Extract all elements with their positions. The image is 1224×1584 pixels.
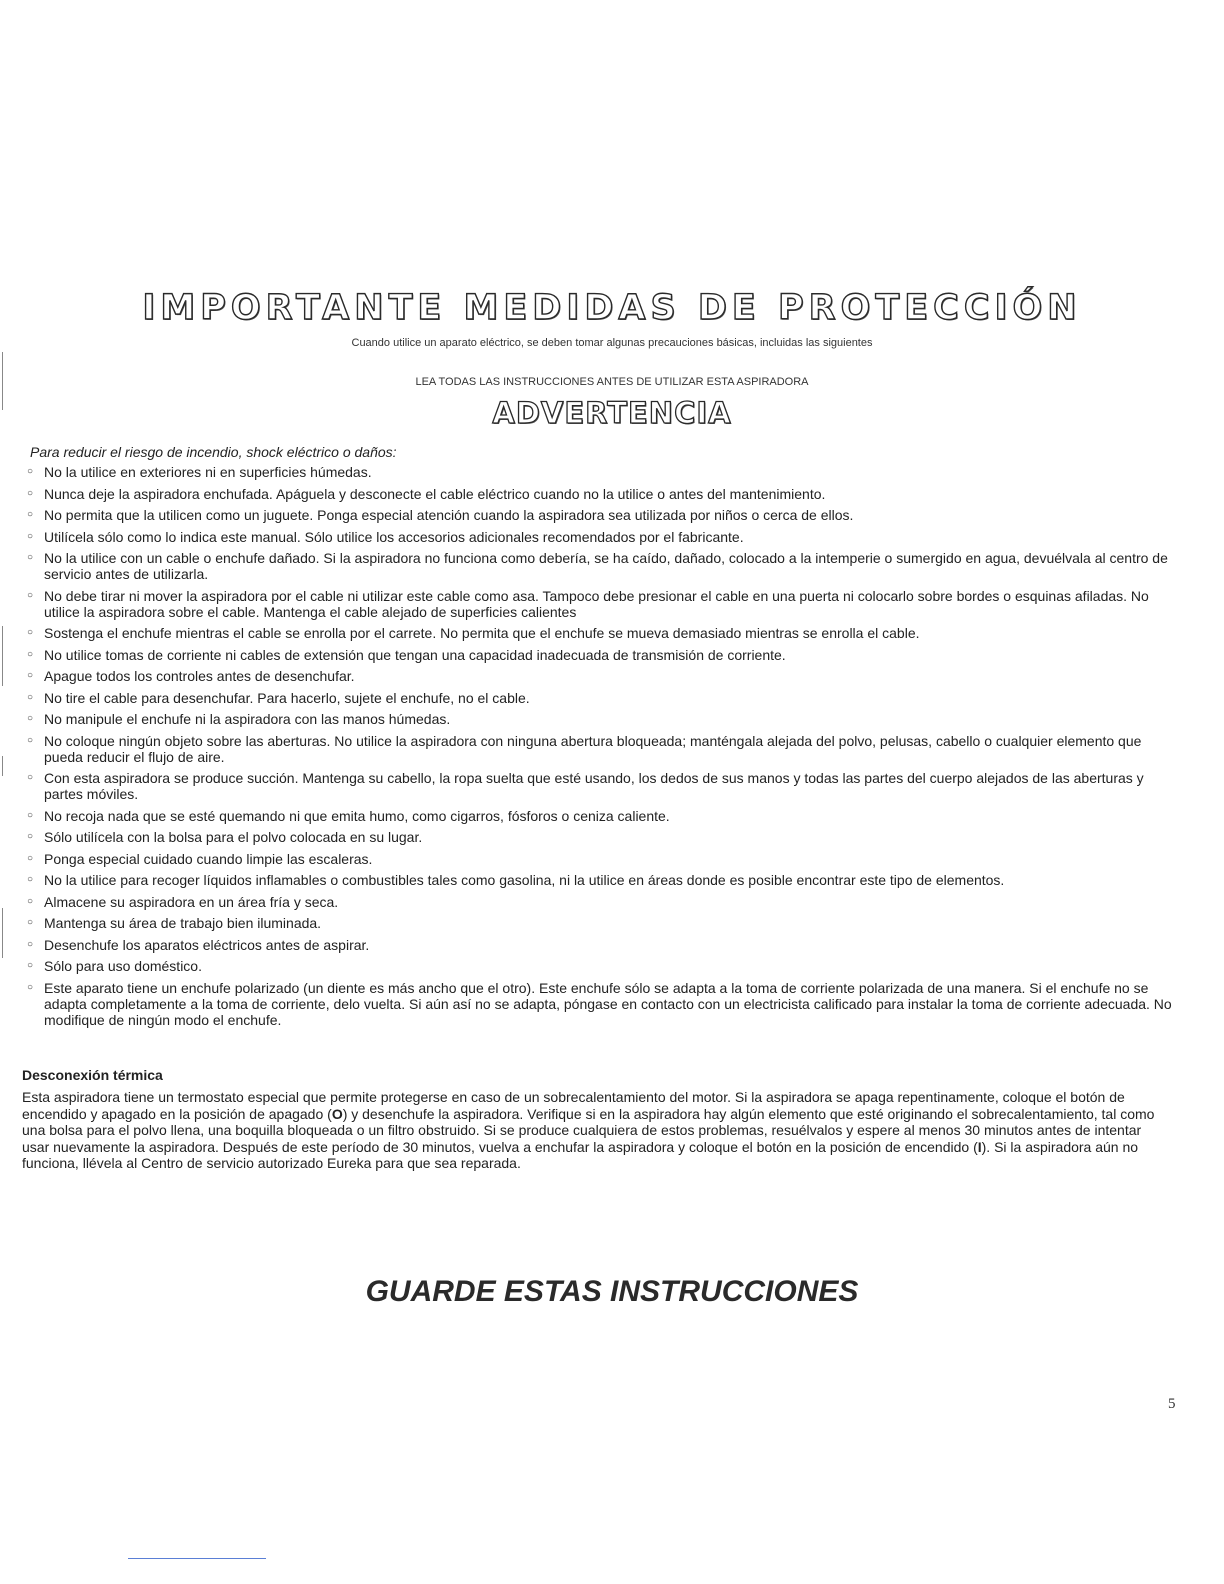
list-item-text: No manipule el enchufe ni la aspiradora con las manos húmedas. bbox=[44, 711, 451, 727]
list-item bbox=[24, 937, 1174, 953]
warning-heading: ADVERTENCIA bbox=[492, 396, 732, 430]
list-item-text: No la utilice para recoger líquidos inflamables o combustibles tales como gasolina, ni la utilice en áreas donde es posible encontrar este tipo de elementos. bbox=[44, 872, 1005, 888]
list-item-text: No coloque ningún objeto sobre las aberturas. No utilice la aspiradora con ninguna abertura bloqueada; manténgala alejada del polvo, pelusas, cabello o cualquier elemento que pueda reducir el flujo de aire. bbox=[44, 732, 1142, 765]
bullet-icon: ○ bbox=[27, 466, 34, 477]
thermal-cutoff-text bbox=[22, 1089, 1172, 1172]
off-symbol: O bbox=[331, 1105, 343, 1122]
list-item-text: No utilice tomas de corriente ni cables de extensión que tengan una capacidad inadecuada de transmisión de corriente. bbox=[44, 646, 786, 663]
bullet-icon: ○ bbox=[27, 530, 34, 542]
list-item-text: No permita que la utilicen como un juguete. Ponga especial atención cuando la aspiradora sea utilizada por niños o cerca de ellos. bbox=[44, 507, 854, 523]
thermal-text-part: ). Si la aspiradora aún no funciona, llévela al Centro de servicio autorizado Eureka para que sea reparada. bbox=[22, 1138, 1139, 1171]
list-item-text: No la utilice con un cable o enchufe dañado. Si la aspiradora no funciona como debería, se ha caído, dañado, colocado a la intemperie o sumergido en agua, devuélvala al centro de servicio antes de utilizarla. bbox=[44, 550, 1168, 582]
list-item-text: Almacene su aspiradora en un área fría y seca. bbox=[44, 893, 339, 910]
list-item-text: Este aparato tiene un enchufe polarizado (un diente es más ancho que el otro). Este enchufe sólo se adapta a la toma de corriente polarizada de una manera. Si el enchufe no se adapta completamente a la toma de corriente, delo vuelta. Si aún así no se adapta, póngase en contacto con un electricista calificado para instalar la toma de corriente adecuada. No modifique de ningún modo el enchufe. bbox=[44, 979, 1172, 1028]
list-item bbox=[24, 958, 1174, 974]
bullet-icon: ○ bbox=[27, 589, 34, 601]
list-item-text: Sólo para uso doméstico. bbox=[44, 958, 202, 974]
list-item bbox=[24, 486, 1174, 502]
warning-intro: Para reducir el riesgo de incendio, shock eléctrico o daños: bbox=[30, 444, 397, 460]
list-item bbox=[24, 894, 1174, 910]
list-item bbox=[24, 550, 1174, 582]
blue-rule bbox=[128, 1558, 266, 1559]
list-item-text: No la utilice en exteriores ni en superficies húmedas. bbox=[44, 464, 372, 480]
list-item-text: Con esta aspiradora se produce succión. Mantenga su cabello, la ropa suelta que esté usando, los dedos de sus manos y todas las partes del cuerpo alejados de las aberturas y partes móviles. bbox=[44, 770, 1144, 802]
list-item-text: Desenchufe los aparatos eléctricos antes de aspirar. bbox=[44, 936, 370, 953]
list-item-text: Mantenga su área de trabajo bien iluminada. bbox=[44, 915, 322, 931]
scan-margin-mark bbox=[2, 908, 3, 958]
thermal-text-part: ) y desenchufe la aspiradora. Verifique si en la aspiradora hay algún elemento que esté originando el sobrecalentamiento, tal como una bolsa para el polvo llena, una boquilla bloqueada o un filtro obstruido. Si se produce cualquiera de estos problemas, resuélvalos y espere al menos 30 minutos antes de intentar usar nuevamente la aspiradora. Después de este período de 30 minutos, vuelva a enchufar la aspiradora y coloque el botón en la posición de encendido ( bbox=[22, 1105, 1155, 1155]
list-item bbox=[24, 711, 1174, 727]
list-item bbox=[24, 588, 1174, 620]
list-item-text: No recoja nada que se esté quemando ni que emita humo, como cigarros, fósforos o ceniza caliente. bbox=[44, 807, 670, 824]
page-number: 5 bbox=[1168, 1396, 1176, 1412]
scan-margin-mark bbox=[2, 352, 3, 410]
on-symbol: I bbox=[977, 1138, 982, 1155]
list-item-text: Nunca deje la aspiradora enchufada. Apáguela y desconecte el cable eléctrico cuando no la utilice o antes del mantenimiento. bbox=[44, 485, 826, 502]
list-item bbox=[24, 808, 1174, 824]
page-subtitle: Cuando utilice un aparato eléctrico, se deben tomar algunas precauciones básicas, incluidas las siguientes bbox=[351, 337, 873, 349]
bullet-icon: ○ bbox=[27, 627, 34, 638]
bullet-icon: ○ bbox=[27, 938, 34, 950]
list-item-text: No tire el cable para desenchufar. Para hacerlo, sujete el enchufe, no el cable. bbox=[44, 689, 530, 706]
list-item bbox=[24, 733, 1174, 765]
list-item-text: No debe tirar ni mover la aspiradora por el cable ni utilizar este cable como asa. Tampoco debe presionar el cable en una puerta ni colocarlo sobre bordes o esquinas afiladas. No utilice la aspiradora sobre el cable. Mantenga el cable alejado de superficies calientes bbox=[44, 587, 1149, 620]
bullet-icon: ○ bbox=[27, 734, 34, 746]
list-item bbox=[24, 647, 1174, 663]
list-item bbox=[24, 668, 1174, 684]
list-item-text: Utilícela sólo como lo indica este manual. Sólo utilice los accesorios adicionales recomendados por el fabricante. bbox=[44, 528, 744, 545]
list-item bbox=[24, 851, 1174, 867]
list-item bbox=[24, 770, 1174, 802]
bullet-icon: ○ bbox=[27, 648, 34, 660]
list-item bbox=[24, 690, 1174, 706]
read-all-notice: LEA TODAS LAS INSTRUCCIONES ANTES DE UTILIZAR ESTA ASPIRADORA bbox=[415, 376, 809, 388]
bullet-icon: ○ bbox=[27, 852, 34, 864]
list-item bbox=[24, 625, 1174, 641]
safety-rules-list bbox=[24, 464, 1174, 1033]
bullet-icon: ○ bbox=[27, 487, 34, 499]
list-item-text: Sostenga el enchufe mientras el cable se enrolla por el carrete. No permita que el enchufe se mueva demasiado mientras se enrolla el cable. bbox=[44, 625, 920, 641]
list-item bbox=[24, 915, 1174, 931]
thermal-cutoff-heading: Desconexión térmica bbox=[22, 1067, 163, 1083]
list-item bbox=[24, 507, 1174, 523]
list-item bbox=[24, 829, 1174, 845]
bullet-icon: ○ bbox=[27, 509, 34, 520]
list-item bbox=[24, 980, 1174, 1028]
bullet-icon: ○ bbox=[27, 772, 34, 783]
page-title: IMPORTANTE MEDIDAS DE PROTECCIÓN bbox=[142, 288, 1082, 328]
bullet-icon: ○ bbox=[27, 670, 34, 681]
bullet-icon: ○ bbox=[27, 874, 34, 885]
scan-margin-mark bbox=[2, 756, 3, 776]
list-item-text: Ponga especial cuidado cuando limpie las escaleras. bbox=[44, 850, 373, 867]
bullet-icon: ○ bbox=[27, 691, 34, 703]
scan-margin-mark bbox=[2, 626, 3, 686]
bullet-icon: ○ bbox=[27, 981, 34, 993]
bullet-icon: ○ bbox=[27, 960, 34, 971]
bullet-icon: ○ bbox=[27, 809, 34, 821]
bullet-icon: ○ bbox=[27, 917, 34, 928]
list-item-text: Apague todos los controles antes de desenchufar. bbox=[44, 668, 355, 684]
bullet-icon: ○ bbox=[27, 831, 34, 842]
thermal-text-part: Esta aspiradora tiene un termostato especial que permite protegerse en caso de un sobrecalentamiento del motor. Si la aspiradora se apaga repentinamente, coloque el botón de encendido y apagado en la posición de apagado ( bbox=[22, 1089, 1125, 1122]
list-item bbox=[24, 529, 1174, 545]
list-item bbox=[24, 464, 1174, 480]
list-item-text: Sólo utilícela con la bolsa para el polvo colocada en su lugar. bbox=[44, 829, 423, 845]
list-item bbox=[24, 872, 1174, 888]
bullet-icon: ○ bbox=[27, 552, 34, 563]
save-instructions-heading: GUARDE ESTAS INSTRUCCIONES bbox=[365, 1275, 859, 1308]
bullet-icon: ○ bbox=[27, 895, 34, 907]
bullet-icon: ○ bbox=[27, 713, 34, 724]
